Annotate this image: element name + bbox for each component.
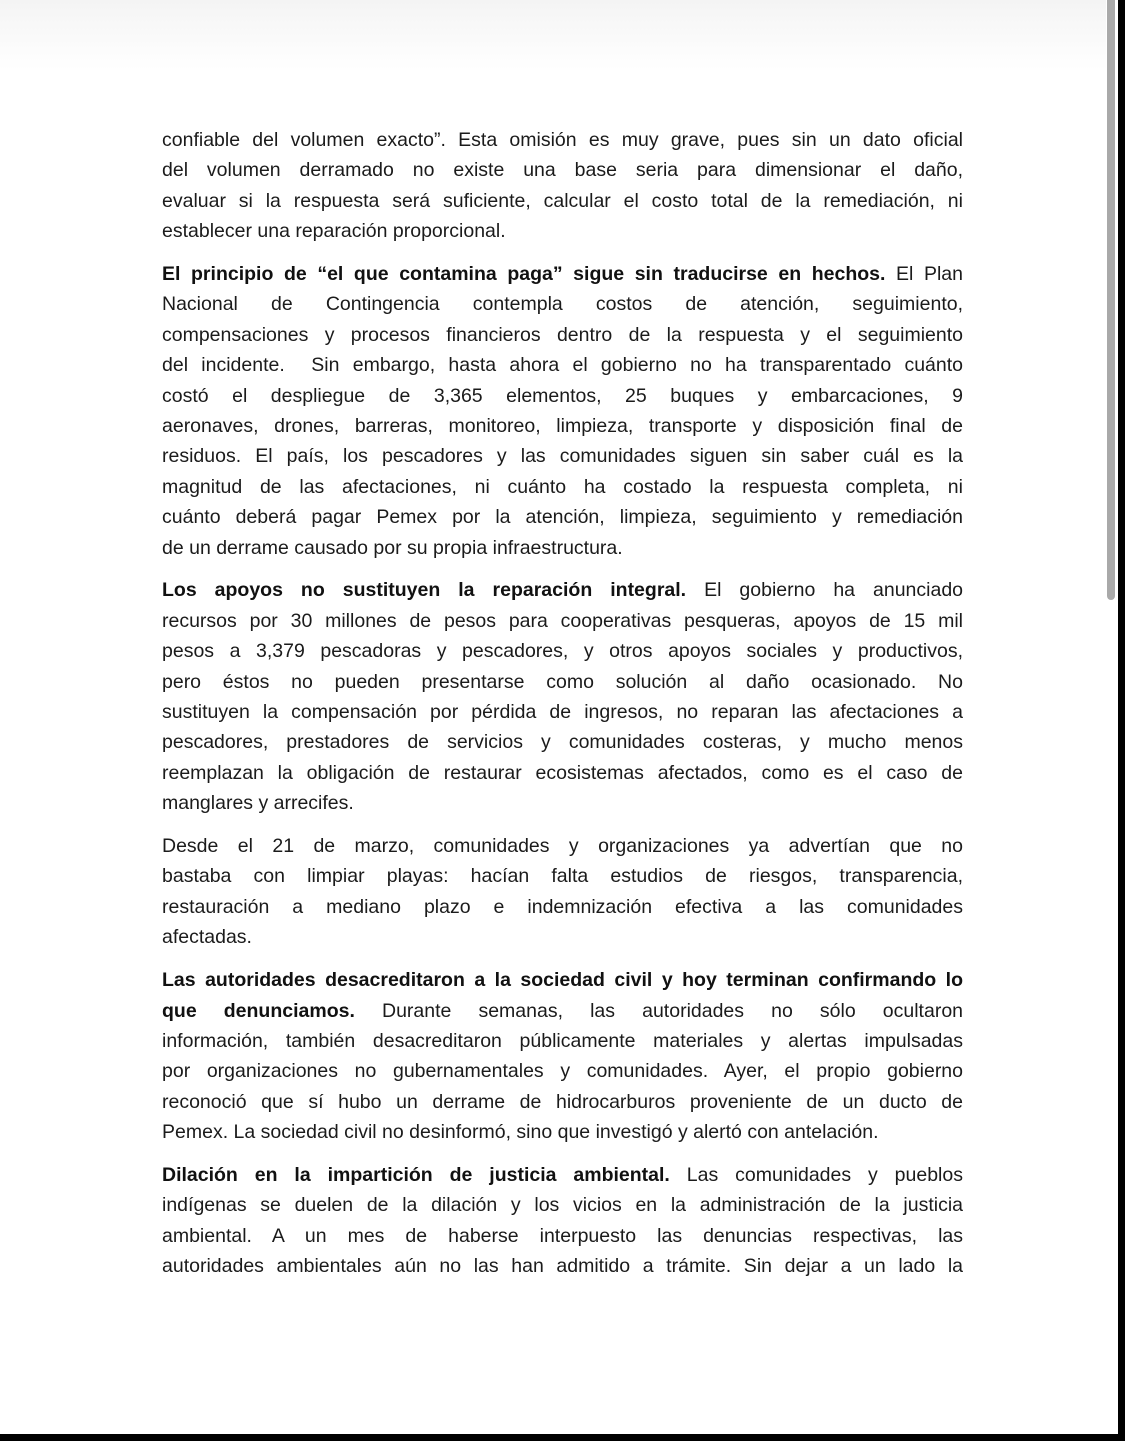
text-line xyxy=(162,758,963,788)
text-line xyxy=(162,1251,963,1281)
text-line xyxy=(162,1087,963,1117)
text-line xyxy=(162,289,963,319)
document-page xyxy=(162,125,963,1294)
text-line xyxy=(162,831,963,861)
body-text: manglares y arrecifes. xyxy=(162,792,354,815)
text-line xyxy=(162,441,963,471)
body-text: residuos. El país, los pescadores y las comunidades siguen sin saber cuál es la xyxy=(162,445,963,468)
text-line xyxy=(162,1160,963,1190)
text-line xyxy=(162,320,963,350)
text-line xyxy=(162,727,963,757)
text-line xyxy=(162,533,963,563)
text-line xyxy=(162,861,963,891)
text-line xyxy=(162,125,963,155)
body-text: aeronaves, drones, barreras, monitoreo, limpieza, transporte y disposición final de xyxy=(162,415,963,438)
paragraph-volume-omission xyxy=(162,125,963,247)
screen-edge-bottom xyxy=(0,1434,1125,1441)
body-text: del incidente. Sin embargo, hasta ahora el gobierno no ha transparentado cuánto xyxy=(162,354,963,377)
text-line xyxy=(162,1056,963,1086)
text-line xyxy=(162,892,963,922)
body-text: Las comunidades y pueblos xyxy=(669,1164,963,1186)
text-line xyxy=(162,1221,963,1251)
bold-heading-text: El principio de “el que contamina paga” sigue sin traducirse en hechos. xyxy=(162,263,886,286)
top-shadow xyxy=(0,0,1107,70)
text-line xyxy=(162,1117,963,1147)
body-text: magnitud de las afectaciones, ni cuánto ha costado la respuesta completa, ni xyxy=(162,475,963,498)
text-line xyxy=(162,788,963,818)
bold-heading-text: Las autoridades desacreditaron a la sociedad civil y hoy terminan confirmando lo xyxy=(162,969,963,992)
paragraph-polluter-pays xyxy=(162,259,963,563)
text-line xyxy=(162,575,963,605)
text-line xyxy=(162,606,963,636)
body-text: bastaba con limpiar playas: hacían falta estudios de riesgos, transparencia, xyxy=(162,865,963,888)
body-text: Desde el 21 de marzo, comunidades y organizaciones ya advertían que no xyxy=(162,835,963,858)
bold-heading-text: que denunciamos. xyxy=(162,999,355,1022)
scrollbar-thumb[interactable] xyxy=(1107,0,1115,600)
body-text: confiable del volumen exacto”. Esta omisión es muy grave, pues sin un dato oficial xyxy=(162,129,963,151)
body-text: reconoció que sí hubo un derrame de hidrocarburos proveniente de un ducto de xyxy=(162,1090,963,1113)
body-text: Pemex. La sociedad civil no desinformó, sino que investigó y alertó con antelación. xyxy=(162,1121,879,1144)
body-text: costó el despliegue de 3,365 elementos, 25 buques y embarcaciones, 9 xyxy=(162,384,963,407)
paragraph-support-not-reparation xyxy=(162,575,963,818)
body-text: pescadores, prestadores de servicios y comunidades costeras, y mucho menos xyxy=(162,731,963,754)
body-text: Durante semanas, las autoridades no sólo ocultaron xyxy=(354,999,964,1022)
body-text: cuánto deberá pagar Pemex por la atención, limpieza, seguimiento y remediación xyxy=(162,506,963,529)
body-text: pesos a 3,379 pescadoras y pescadores, y otros apoyos sociales y productivos, xyxy=(162,640,963,663)
body-text: recursos por 30 millones de pesos para cooperativas pesqueras, apoyos de 15 mil xyxy=(162,609,963,632)
body-text: indígenas se duelen de la dilación y los vicios en la administración de la justicia xyxy=(162,1194,963,1217)
bold-heading-text: Dilación en la impartición de justicia ambiental. xyxy=(162,1164,670,1186)
paragraph-environmental-justice-delay xyxy=(162,1160,963,1282)
text-line xyxy=(162,996,963,1026)
text-line xyxy=(162,216,963,246)
paragraph-civil-society-discredited xyxy=(162,965,963,1147)
text-line xyxy=(162,965,963,995)
body-text: sustituyen la compensación por pérdida de ingresos, no reparan las afectaciones a xyxy=(162,701,963,724)
body-text: información, también desacreditaron públicamente materiales y alertas impulsadas xyxy=(162,1029,963,1052)
text-line xyxy=(162,636,963,666)
body-text: de un derrame causado por su propia infraestructura. xyxy=(162,536,623,559)
body-text: evaluar si la respuesta será suficiente, calcular el costo total de la remediación, ni xyxy=(162,189,963,212)
body-text: El Plan xyxy=(885,263,963,286)
body-text: establecer una reparación proporcional. xyxy=(162,220,506,243)
text-line xyxy=(162,1026,963,1056)
body-text: autoridades ambientales aún no las han admitido a trámite. Sin dejar a un lado la xyxy=(162,1255,963,1278)
body-text: del volumen derramado no existe una base seria para dimensionar el daño, xyxy=(162,159,963,182)
body-text: por organizaciones no gubernamentales y comunidades. Ayer, el propio gobierno xyxy=(162,1060,963,1083)
text-line xyxy=(162,259,963,289)
body-text: compensaciones y procesos financieros dentro de la respuesta y el seguimiento xyxy=(162,323,963,346)
paragraph-since-march-21 xyxy=(162,831,963,953)
text-line xyxy=(162,667,963,697)
text-line xyxy=(162,697,963,727)
text-line xyxy=(162,472,963,502)
text-line xyxy=(162,502,963,532)
text-line xyxy=(162,155,963,185)
body-text: afectadas. xyxy=(162,926,252,949)
body-text: restauración a mediano plazo e indemnización efectiva a las comunidades xyxy=(162,895,963,918)
text-line xyxy=(162,411,963,441)
text-line xyxy=(162,381,963,411)
body-text: pero éstos no pueden presentarse como solución al daño ocasionado. No xyxy=(162,670,963,693)
body-text: reemplazan la obligación de restaurar ecosistemas afectados, como es el caso de xyxy=(162,761,963,784)
body-text: El gobierno ha anunciado xyxy=(686,579,964,602)
bold-heading-text: Los apoyos no sustituyen la reparación integral. xyxy=(162,579,687,602)
text-line xyxy=(162,186,963,216)
text-line xyxy=(162,1190,963,1220)
text-line xyxy=(162,350,963,380)
body-text: ambiental. A un mes de haberse interpuesto las denuncias respectivas, las xyxy=(162,1224,963,1247)
screen-edge-right xyxy=(1118,0,1125,1441)
text-line xyxy=(162,922,963,952)
body-text: Nacional de Contingencia contempla costos de atención, seguimiento, xyxy=(162,293,963,316)
